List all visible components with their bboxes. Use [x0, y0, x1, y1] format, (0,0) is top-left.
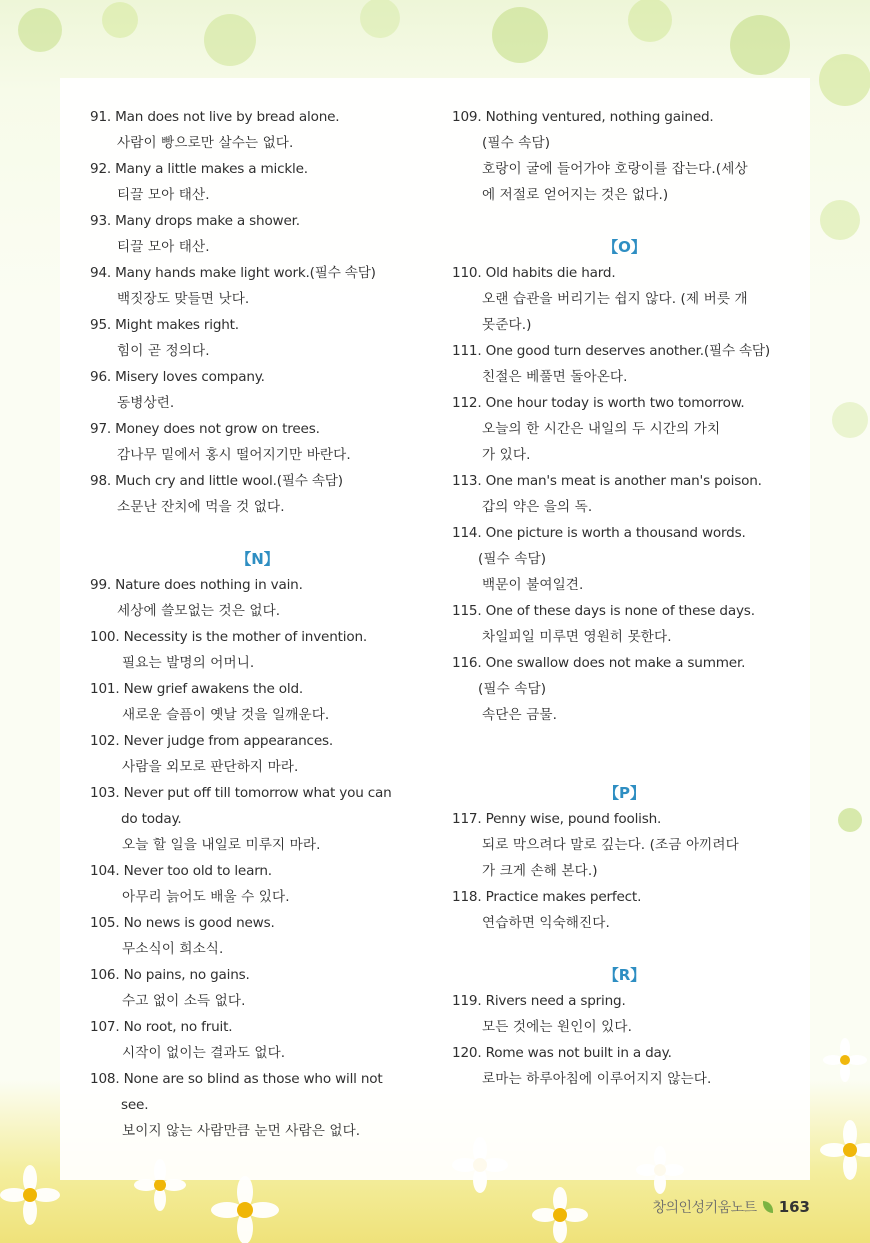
page-footer — [652, 1197, 810, 1217]
list-item — [90, 312, 425, 364]
proverb-ko: 무소식이 희소식. — [122, 941, 224, 957]
proverb-ko-cont: 가 있다. — [482, 447, 531, 463]
list-item — [90, 104, 425, 156]
list-item — [452, 520, 797, 598]
list-item — [90, 364, 425, 416]
book-title: 창의인성키움노트 — [652, 1200, 757, 1216]
section-heading-p: 【P】 — [604, 784, 645, 802]
proverb-tag: (필수 속담) — [482, 135, 551, 151]
proverb-ko: 티끌 모아 태산. — [117, 187, 210, 203]
list-item — [452, 598, 797, 650]
proverb-ko: 연습하면 익숙해진다. — [482, 915, 610, 931]
proverb-ko: 수고 없이 소득 없다. — [122, 993, 246, 1009]
list-item — [452, 338, 797, 390]
proverb-ko: 되로 막으려다 말로 깊는다. (조금 아끼려다 — [482, 837, 739, 853]
list-item — [90, 1014, 425, 1066]
proverb-en: 101. New grief awakens the old. — [90, 681, 304, 697]
list-item — [90, 858, 425, 910]
list-item — [452, 884, 797, 936]
list-item — [90, 624, 425, 676]
proverb-ko: 오늘 할 일을 내일로 미루지 마라. — [122, 837, 321, 853]
proverb-ko: 보이지 않는 사람만큼 눈먼 사람은 없다. — [122, 1123, 361, 1139]
list-item — [90, 780, 425, 858]
proverb-en-cont: do today. — [121, 811, 182, 827]
proverb-ko-cont: 못준다.) — [482, 317, 532, 333]
right-column — [452, 104, 797, 1092]
proverb-ko: 모든 것에는 원인이 있다. — [482, 1019, 632, 1035]
list-item — [452, 260, 797, 338]
proverb-en: 93. Many drops make a shower. — [90, 213, 300, 229]
proverb-tag: (필수 속담) — [478, 681, 547, 697]
proverb-ko: 백짓장도 맞들면 낫다. — [117, 291, 250, 307]
proverb-ko: 친절은 베풀면 돌아온다. — [482, 369, 628, 385]
list-item — [90, 910, 425, 962]
proverb-tag: (필수 속담) — [478, 551, 547, 567]
proverb-ko: 필요는 발명의 어머니. — [122, 655, 255, 671]
proverb-en: 102. Never judge from appearances. — [90, 733, 333, 749]
proverb-en: 103. Never put off till tomorrow what you can — [90, 785, 392, 801]
list-item — [90, 416, 425, 468]
page-number: 163 — [778, 1198, 810, 1216]
proverb-ko: 소문난 잔치에 먹을 것 없다. — [117, 499, 285, 515]
proverb-ko: 사람이 빵으로만 살수는 없다. — [117, 135, 294, 151]
proverb-ko-cont: 가 크게 손해 본다.) — [482, 863, 598, 879]
proverb-en: 108. None are so blind as those who will not — [90, 1071, 383, 1087]
proverb-ko: 속단은 금물. — [482, 707, 557, 723]
proverb-en: 112. One hour today is worth two tomorrow. — [452, 395, 745, 411]
proverb-en: 97. Money does not grow on trees. — [90, 421, 320, 437]
proverb-ko: 사람을 외모로 판단하지 마라. — [122, 759, 299, 775]
list-item — [452, 988, 797, 1040]
proverb-en: 116. One swallow does not make a summer. — [452, 655, 746, 671]
section-heading-r: 【R】 — [603, 966, 646, 984]
proverb-ko: 감나무 밑에서 홍시 떨어지기만 바란다. — [117, 447, 351, 463]
proverb-ko-cont: 에 저절로 얻어지는 것은 없다.) — [482, 187, 669, 203]
proverb-ko: 오늘의 한 시간은 내일의 두 시간의 가치 — [482, 421, 721, 437]
proverb-en-cont: see. — [121, 1097, 149, 1113]
proverb-en: 96. Misery loves company. — [90, 369, 265, 385]
list-item — [452, 390, 797, 468]
proverb-en: 115. One of these days is none of these days. — [452, 603, 755, 619]
list-item — [452, 104, 797, 208]
proverb-ko: 호랑이 굴에 들어가야 호랑이를 잡는다.(세상 — [482, 161, 748, 177]
list-item — [90, 208, 425, 260]
list-item — [452, 650, 797, 728]
proverb-ko: 차일피일 미루면 영원히 못한다. — [482, 629, 672, 645]
leaf-icon — [763, 1201, 773, 1213]
list-item — [90, 676, 425, 728]
proverb-en: 95. Might makes right. — [90, 317, 239, 333]
proverb-en: 118. Practice makes perfect. — [452, 889, 642, 905]
proverb-en: 114. One picture is worth a thousand words. — [452, 525, 746, 541]
section-heading-o: 【O】 — [603, 238, 646, 256]
proverb-en: 117. Penny wise, pound foolish. — [452, 811, 662, 827]
proverb-en: 109. Nothing ventured, nothing gained. — [452, 109, 714, 125]
proverb-en: 111. One good turn deserves another.(필수 속담) — [452, 343, 770, 359]
list-item — [90, 572, 425, 624]
list-item — [90, 468, 425, 520]
proverb-en: 120. Rome was not built in a day. — [452, 1045, 672, 1061]
proverb-en: 105. No news is good news. — [90, 915, 275, 931]
proverb-ko: 오랜 습관을 버리기는 쉽지 않다. (제 버릇 개 — [482, 291, 748, 307]
proverb-ko: 시작이 없이는 결과도 없다. — [122, 1045, 286, 1061]
list-item — [452, 468, 797, 520]
proverb-ko: 갑의 약은 을의 독. — [482, 499, 593, 515]
proverb-en: 104. Never too old to learn. — [90, 863, 272, 879]
proverb-en: 100. Necessity is the mother of invention. — [90, 629, 367, 645]
proverb-ko: 로마는 하루아침에 이루어지지 않는다. — [482, 1071, 712, 1087]
proverb-en: 107. No root, no fruit. — [90, 1019, 233, 1035]
left-column — [90, 104, 425, 1144]
list-item — [90, 728, 425, 780]
proverb-ko: 백문이 불여일견. — [482, 577, 584, 593]
proverb-ko: 아무리 늙어도 배울 수 있다. — [122, 889, 290, 905]
proverb-en: 106. No pains, no gains. — [90, 967, 250, 983]
proverb-en: 113. One man's meat is another man's poison. — [452, 473, 762, 489]
list-item — [90, 1066, 425, 1144]
proverb-en: 119. Rivers need a spring. — [452, 993, 626, 1009]
list-item — [452, 806, 797, 884]
proverb-en: 94. Many hands make light work.(필수 속담) — [90, 265, 376, 281]
section-heading-n: 【N】 — [236, 550, 279, 568]
proverb-en: 98. Much cry and little wool.(필수 속담) — [90, 473, 343, 489]
proverb-ko: 새로운 슬픔이 옛날 것을 일깨운다. — [122, 707, 330, 723]
proverb-ko: 동병상련. — [117, 395, 175, 411]
list-item — [90, 260, 425, 312]
list-item — [452, 1040, 797, 1092]
proverb-en: 99. Nature does nothing in vain. — [90, 577, 303, 593]
proverb-ko: 힘이 곧 정의다. — [117, 343, 210, 359]
list-item — [90, 962, 425, 1014]
proverb-ko: 세상에 쓸모없는 것은 없다. — [117, 603, 281, 619]
proverb-ko: 티끌 모아 태산. — [117, 239, 210, 255]
proverb-en: 110. Old habits die hard. — [452, 265, 616, 281]
list-item — [90, 156, 425, 208]
proverb-en: 91. Man does not live by bread alone. — [90, 109, 340, 125]
proverb-en: 92. Many a little makes a mickle. — [90, 161, 308, 177]
